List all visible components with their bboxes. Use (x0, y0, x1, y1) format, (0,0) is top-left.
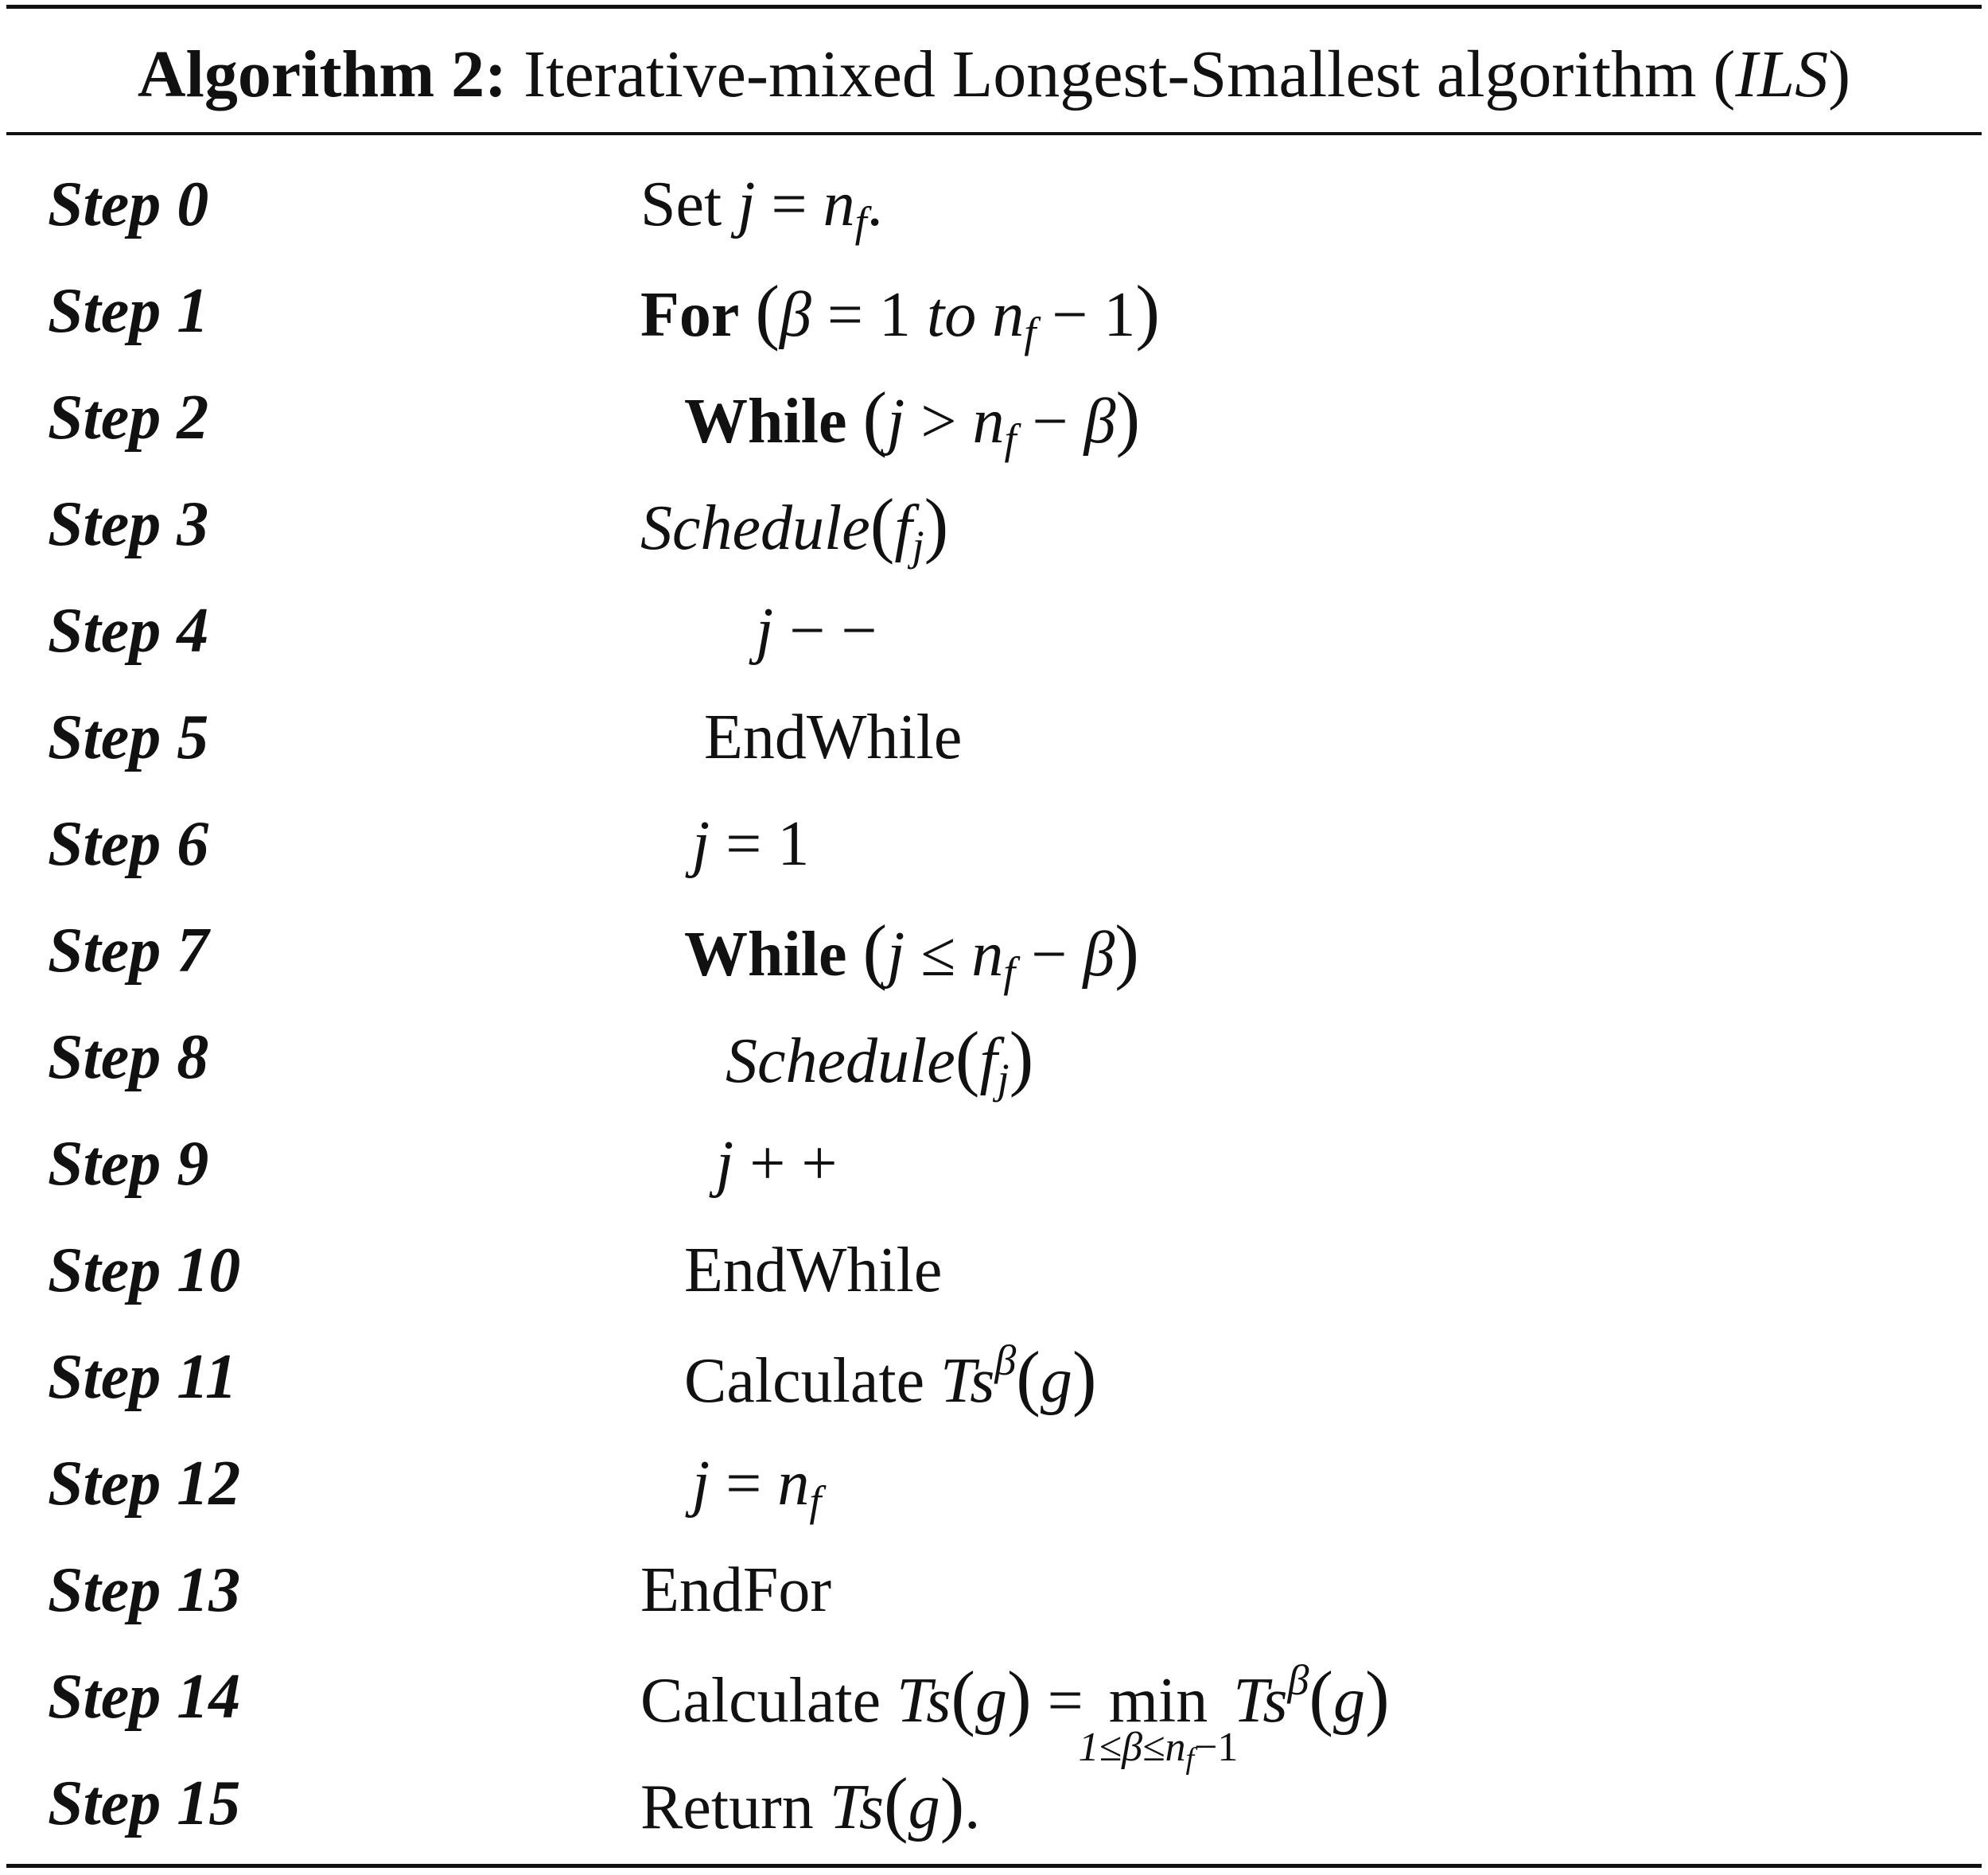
step-label: Step 12 (48, 1449, 241, 1519)
step-content: j = 1 (692, 809, 810, 879)
step-row-8 (0, 1004, 1988, 1111)
step-label: Step 5 (48, 702, 209, 772)
step-content: Set $j = n_f$. (640, 169, 883, 246)
step-content: $j = n_f$ (692, 1449, 822, 1525)
step-label: Step 2 (48, 383, 209, 453)
step-row-14 (0, 1644, 1988, 1776)
step-label: Step 1 (48, 276, 209, 346)
min-operator: min $1\le\beta\le n_f-1$ (1078, 1666, 1239, 1776)
step-row-2 (0, 364, 1988, 471)
step-content: EndWhile (704, 702, 963, 772)
step-row-3 (0, 471, 1988, 578)
algorithm-name: Iterative-mixed Longest-Smallest algorithm ( (523, 37, 1736, 111)
step-content: While $(j > n_f - \beta)$ (684, 377, 1141, 463)
step-label: Step 3 (48, 489, 209, 559)
step-label: Step 11 (48, 1342, 237, 1412)
title-close-paren: ) (1828, 37, 1851, 111)
step-label: Step 14 (48, 1662, 241, 1732)
algorithm-title (0, 35, 1988, 115)
step-content: j + + (716, 1129, 838, 1199)
step-row-6 (0, 791, 1988, 897)
step-row-4 (0, 578, 1988, 684)
step-content: For (β = 1 to $n_f - 1$) (640, 270, 1160, 356)
step-label: Step 10 (48, 1235, 241, 1305)
step-row-13 (0, 1537, 1988, 1644)
step-label: Step 15 (48, 1768, 241, 1838)
step-content: Calculate Ts(g) = min $1\le\beta\le n_f-1$ $Ts^\beta(g)$ (640, 1644, 1390, 1760)
step-row-9 (0, 1111, 1988, 1217)
step-row-0 (0, 151, 1988, 258)
step-label: Step 8 (48, 1022, 209, 1092)
step-content: While $(j \le n_f - \beta)$ (684, 910, 1139, 996)
header-rule (6, 132, 1982, 135)
step-content: Return Ts(g). (640, 1763, 981, 1844)
bottom-rule (6, 1864, 1982, 1868)
step-content: $Schedule(f_j)$ (726, 1017, 1034, 1103)
step-content: EndFor (640, 1555, 831, 1625)
step-label: Step 6 (48, 809, 209, 879)
step-content: Calculate $Ts^\beta(g)$ (684, 1336, 1097, 1418)
step-content: j − − (756, 596, 877, 666)
algorithm-number: Algorithm 2: (137, 37, 508, 111)
step-label: Step 7 (48, 916, 209, 986)
step-row-11 (0, 1324, 1988, 1430)
step-row-7 (0, 897, 1988, 1004)
step-label: Step 0 (48, 169, 209, 239)
step-label: Step 13 (48, 1555, 241, 1625)
step-label: Step 9 (48, 1129, 209, 1199)
step-content: $Schedule(f_j)$ (640, 484, 949, 570)
step-row-12 (0, 1430, 1988, 1537)
step-row-5 (0, 684, 1988, 791)
top-rule (6, 5, 1982, 9)
step-row-10 (0, 1217, 1988, 1324)
step-content: EndWhile (684, 1235, 943, 1305)
step-row-15 (0, 1750, 1988, 1857)
step-label: Step 4 (48, 596, 209, 666)
step-row-1 (0, 258, 1988, 364)
algorithm-abbreviation: ILS (1735, 37, 1829, 111)
